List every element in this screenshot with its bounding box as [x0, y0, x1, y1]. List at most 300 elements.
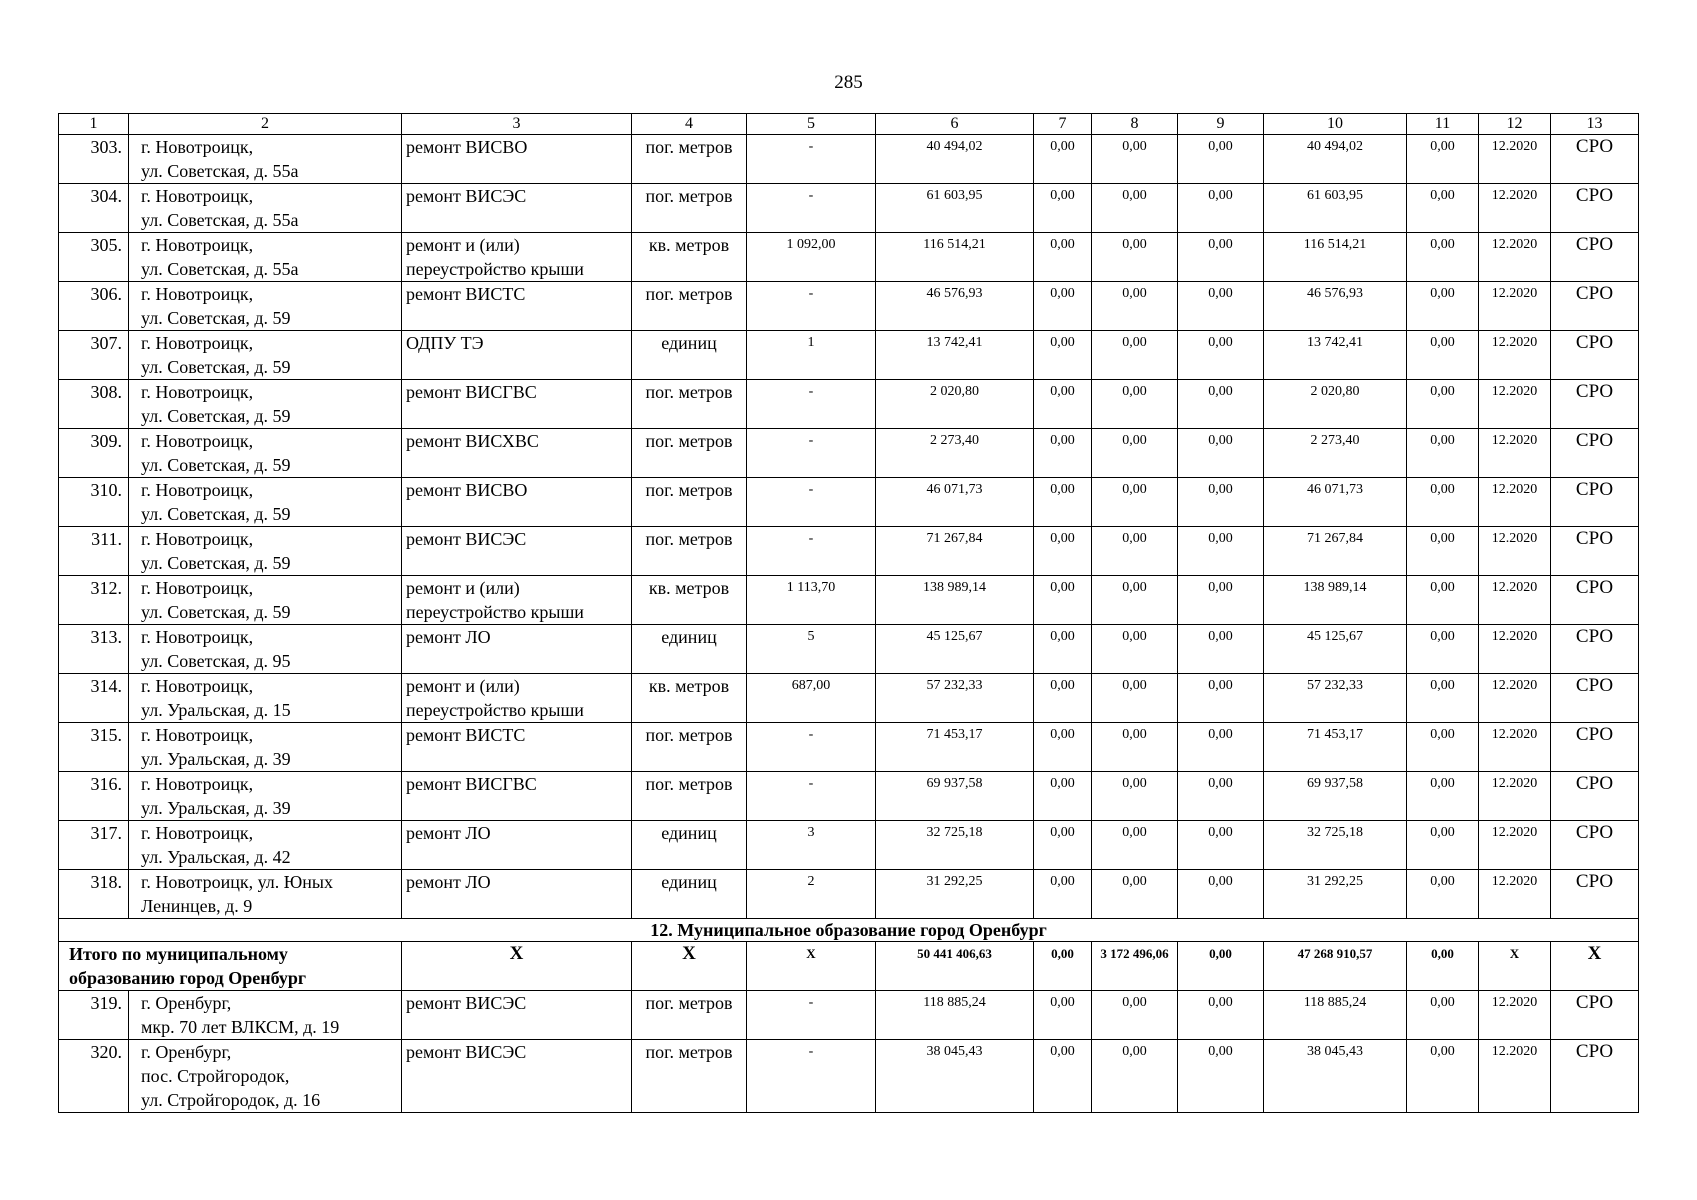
- value-cell-c5-text: 2: [807, 874, 815, 889]
- value-cell-c11-text: 0,00: [1430, 286, 1455, 301]
- work-type-cell-text: ремонт и (или): [406, 235, 520, 255]
- executor-cell: [1551, 674, 1639, 723]
- executor-cell-text: СРО: [1575, 234, 1614, 255]
- value-cell-c6-text: 32 725,18: [926, 825, 983, 840]
- value-cell-c6-text: 38 045,43: [926, 1044, 983, 1059]
- total-c11-text: 0,00: [1431, 946, 1454, 961]
- value-cell-c12: [1479, 991, 1551, 1040]
- value-cell-c11: [1407, 674, 1479, 723]
- value-cell-c7-text: 0,00: [1050, 776, 1075, 791]
- row-number: [59, 478, 129, 527]
- value-cell-c6-text: 61 603,95: [926, 188, 983, 203]
- value-cell-c9-text: 0,00: [1208, 335, 1233, 350]
- table-row: [59, 135, 1639, 184]
- address-cell: [129, 282, 402, 331]
- value-cell-c10-text: 71 453,17: [1307, 727, 1363, 742]
- value-cell-c10-text: 118 885,24: [1303, 995, 1367, 1010]
- work-type-cell: [402, 380, 632, 429]
- unit-cell-text: единиц: [661, 333, 717, 353]
- unit-cell: [632, 331, 747, 380]
- value-cell-c9-text: 0,00: [1208, 678, 1233, 693]
- value-cell-c8-text: 0,00: [1122, 433, 1147, 448]
- work-type-cell: [402, 870, 632, 919]
- row-number-text: 309.: [90, 431, 122, 451]
- value-cell-c10: [1264, 331, 1407, 380]
- total-c7-text: 0,00: [1051, 946, 1074, 961]
- address-cell-text: ул. Советская, д. 59: [141, 406, 291, 426]
- value-cell-c12-text: 12.2020: [1491, 727, 1538, 742]
- value-cell-c12-text: 12.2020: [1491, 433, 1538, 448]
- value-cell-c11: [1407, 527, 1479, 576]
- value-cell-c10: [1264, 723, 1407, 772]
- value-cell-c11-text: 0,00: [1430, 531, 1455, 546]
- unit-cell-text: пог. метров: [645, 1042, 733, 1062]
- value-cell-c12: [1479, 576, 1551, 625]
- total-c13: [1551, 942, 1639, 991]
- value-cell-c9-text: 0,00: [1208, 531, 1233, 546]
- unit-cell-text: пог. метров: [645, 186, 733, 206]
- value-cell-c5-text: 687,00: [791, 678, 831, 693]
- value-cell-c6: [876, 576, 1034, 625]
- table-row: [59, 331, 1639, 380]
- value-cell-c9-text: 0,00: [1208, 995, 1233, 1010]
- header-cell: 3: [402, 114, 632, 135]
- value-cell-c7-text: 0,00: [1050, 139, 1075, 154]
- address-cell: [129, 821, 402, 870]
- address-cell: [129, 135, 402, 184]
- value-cell-c5: [747, 576, 876, 625]
- table-row: [59, 576, 1639, 625]
- value-cell-c5: [747, 870, 876, 919]
- executor-cell-text: СРО: [1575, 528, 1614, 549]
- value-cell-c8-text: 0,00: [1122, 237, 1147, 252]
- total-c5-text: Х: [806, 946, 816, 961]
- unit-cell: [632, 772, 747, 821]
- value-cell-c11: [1407, 331, 1479, 380]
- header-cell: 10: [1264, 114, 1407, 135]
- total-c3-text: Х: [509, 943, 524, 964]
- address-cell-text: ул. Советская, д. 55а: [141, 259, 299, 279]
- total-c8-text: 3 172 496,06: [1100, 946, 1169, 961]
- executor-cell: [1551, 380, 1639, 429]
- value-cell-c8: [1092, 331, 1178, 380]
- value-cell-c12: [1479, 772, 1551, 821]
- total-row: [59, 942, 1639, 991]
- value-cell-c12: [1479, 282, 1551, 331]
- row-number: [59, 135, 129, 184]
- value-cell-c10: [1264, 991, 1407, 1040]
- value-cell-c10-text: 46 071,73: [1307, 482, 1363, 497]
- row-number: [59, 233, 129, 282]
- work-type-cell: [402, 233, 632, 282]
- value-cell-c6-text: 138 989,14: [923, 580, 986, 595]
- value-cell-c9: [1178, 576, 1264, 625]
- header-cell: 5: [747, 114, 876, 135]
- value-cell-c8-text: 0,00: [1122, 629, 1147, 644]
- header-cell: 11: [1407, 114, 1479, 135]
- value-cell-c11-text: 0,00: [1430, 139, 1455, 154]
- address-cell: [129, 1040, 402, 1113]
- work-type-cell: [402, 772, 632, 821]
- value-cell-c7: [1034, 772, 1092, 821]
- address-cell: [129, 625, 402, 674]
- unit-cell-text: пог. метров: [645, 725, 733, 745]
- value-cell-c8-text: 0,00: [1122, 727, 1147, 742]
- value-cell-c12: [1479, 478, 1551, 527]
- section-title-text: 12. Муниципальное образование город Оренбург: [650, 920, 1047, 940]
- value-cell-c10-text: 32 725,18: [1307, 825, 1363, 840]
- value-cell-c7-text: 0,00: [1050, 678, 1075, 693]
- section-title: [59, 919, 1639, 942]
- value-cell-c5-text: -: [808, 188, 814, 203]
- value-cell-c11-text: 0,00: [1430, 995, 1455, 1010]
- executor-cell-text: СРО: [1575, 675, 1614, 696]
- address-cell: [129, 184, 402, 233]
- work-type-cell-text: ремонт и (или): [406, 578, 520, 598]
- address-cell-text: г. Новотроицк,: [141, 235, 254, 255]
- total-c12: [1479, 942, 1551, 991]
- address-cell-text: г. Новотроицк,: [141, 529, 254, 549]
- value-cell-c9: [1178, 429, 1264, 478]
- value-cell-c9: [1178, 282, 1264, 331]
- unit-cell-text: пог. метров: [645, 529, 733, 549]
- works-table: [58, 113, 1639, 1113]
- value-cell-c10: [1264, 429, 1407, 478]
- value-cell-c9-text: 0,00: [1208, 874, 1233, 889]
- row-number: [59, 870, 129, 919]
- value-cell-c5: [747, 380, 876, 429]
- address-cell-text: г. Новотроицк,: [141, 480, 254, 500]
- value-cell-c6: [876, 135, 1034, 184]
- value-cell-c6-text: 46 071,73: [926, 482, 983, 497]
- address-cell-text: г. Новотроицк,: [141, 431, 254, 451]
- unit-cell: [632, 625, 747, 674]
- address-cell: [129, 772, 402, 821]
- row-number-text: 306.: [90, 284, 122, 304]
- value-cell-c6-text: 31 292,25: [926, 874, 983, 889]
- value-cell-c9: [1178, 184, 1264, 233]
- value-cell-c7-text: 0,00: [1050, 629, 1075, 644]
- value-cell-c8-text: 0,00: [1122, 678, 1147, 693]
- value-cell-c6-text: 118 885,24: [923, 995, 986, 1010]
- value-cell-c12-text: 12.2020: [1491, 629, 1538, 644]
- address-cell-text: г. Новотроицк,: [141, 823, 254, 843]
- value-cell-c6: [876, 429, 1034, 478]
- address-cell-text: ул. Уральская, д. 42: [141, 847, 291, 867]
- value-cell-c5-text: 1 092,00: [786, 237, 836, 252]
- executor-cell-text: СРО: [1575, 822, 1614, 843]
- address-cell-text: Ленинцев, д. 9: [141, 896, 253, 916]
- executor-cell-text: СРО: [1575, 430, 1614, 451]
- table-row: [59, 184, 1639, 233]
- table-row: [59, 870, 1639, 919]
- value-cell-c7-text: 0,00: [1050, 286, 1075, 301]
- value-cell-c11-text: 0,00: [1430, 874, 1455, 889]
- value-cell-c10: [1264, 674, 1407, 723]
- value-cell-c7-text: 0,00: [1050, 531, 1075, 546]
- value-cell-c11-text: 0,00: [1430, 825, 1455, 840]
- value-cell-c7: [1034, 380, 1092, 429]
- address-cell-text: ул. Советская, д. 59: [141, 357, 291, 377]
- value-cell-c6: [876, 527, 1034, 576]
- unit-cell: [632, 527, 747, 576]
- executor-cell-text: СРО: [1575, 479, 1614, 500]
- value-cell-c5-text: 3: [807, 825, 815, 840]
- work-type-cell-text: ремонт ВИСТС: [406, 284, 526, 304]
- column-number-row: [59, 114, 1639, 135]
- value-cell-c9-text: 0,00: [1208, 482, 1233, 497]
- value-cell-c11: [1407, 625, 1479, 674]
- address-cell-text: ул. Советская, д. 95: [141, 651, 291, 671]
- row-number: [59, 674, 129, 723]
- address-cell-text: г. Оренбург,: [141, 993, 232, 1013]
- row-number: [59, 772, 129, 821]
- value-cell-c5: [747, 821, 876, 870]
- value-cell-c11-text: 0,00: [1430, 237, 1455, 252]
- address-cell-text: ул. Советская, д. 59: [141, 553, 291, 573]
- value-cell-c6-text: 116 514,21: [923, 237, 986, 252]
- executor-cell-text: СРО: [1575, 185, 1614, 206]
- address-cell: [129, 380, 402, 429]
- total-c4: [632, 942, 747, 991]
- table-row: [59, 723, 1639, 772]
- unit-cell-text: единиц: [661, 872, 717, 892]
- value-cell-c10: [1264, 576, 1407, 625]
- unit-cell: [632, 821, 747, 870]
- value-cell-c5: [747, 429, 876, 478]
- work-type-cell-text: ремонт ВИСЭС: [406, 1042, 527, 1062]
- executor-cell: [1551, 527, 1639, 576]
- total-label-text: Итого по муниципальному: [69, 944, 288, 964]
- value-cell-c7: [1034, 184, 1092, 233]
- address-cell-text: ул. Советская, д. 59: [141, 308, 291, 328]
- total-c3: [402, 942, 632, 991]
- value-cell-c12: [1479, 233, 1551, 282]
- value-cell-c9-text: 0,00: [1208, 188, 1233, 203]
- value-cell-c12-text: 12.2020: [1491, 678, 1538, 693]
- unit-cell-text: пог. метров: [645, 382, 733, 402]
- row-number: [59, 625, 129, 674]
- value-cell-c11-text: 0,00: [1430, 482, 1455, 497]
- row-number: [59, 821, 129, 870]
- address-cell-text: пос. Стройгородок,: [141, 1066, 290, 1086]
- value-cell-c5: [747, 478, 876, 527]
- value-cell-c6: [876, 870, 1034, 919]
- address-cell-text: г. Новотроицк,: [141, 333, 254, 353]
- value-cell-c5: [747, 527, 876, 576]
- value-cell-c8: [1092, 723, 1178, 772]
- value-cell-c10: [1264, 135, 1407, 184]
- value-cell-c6: [876, 233, 1034, 282]
- header-cell: 7: [1034, 114, 1092, 135]
- value-cell-c9: [1178, 1040, 1264, 1113]
- address-cell-text: ул. Стройгородок, д. 16: [141, 1090, 321, 1110]
- value-cell-c12: [1479, 870, 1551, 919]
- row-number-text: 307.: [90, 333, 122, 353]
- work-type-cell-text: ремонт ВИСЭС: [406, 529, 527, 549]
- value-cell-c5: [747, 723, 876, 772]
- value-cell-c10-text: 38 045,43: [1307, 1044, 1363, 1059]
- value-cell-c12-text: 12.2020: [1491, 482, 1538, 497]
- value-cell-c5-text: -: [808, 995, 814, 1010]
- total-c10: [1264, 942, 1407, 991]
- unit-cell-text: кв. метров: [648, 676, 730, 696]
- row-number-text: 319.: [90, 993, 122, 1013]
- row-number-text: 303.: [90, 137, 122, 157]
- executor-cell-text: СРО: [1575, 626, 1614, 647]
- header-cell: 9: [1178, 114, 1264, 135]
- value-cell-c9-text: 0,00: [1208, 776, 1233, 791]
- value-cell-c7: [1034, 135, 1092, 184]
- address-cell: [129, 870, 402, 919]
- value-cell-c6: [876, 625, 1034, 674]
- executor-cell-text: СРО: [1575, 381, 1614, 402]
- value-cell-c5: [747, 772, 876, 821]
- value-cell-c5-text: -: [808, 482, 814, 497]
- value-cell-c11-text: 0,00: [1430, 384, 1455, 399]
- address-cell-text: г. Новотроицк, ул. Юных: [141, 872, 334, 892]
- value-cell-c9-text: 0,00: [1208, 237, 1233, 252]
- row-number-text: 313.: [90, 627, 122, 647]
- table-row: [59, 527, 1639, 576]
- value-cell-c7: [1034, 821, 1092, 870]
- value-cell-c6: [876, 282, 1034, 331]
- value-cell-c9: [1178, 478, 1264, 527]
- unit-cell: [632, 576, 747, 625]
- value-cell-c6-text: 69 937,58: [926, 776, 983, 791]
- value-cell-c8: [1092, 380, 1178, 429]
- value-cell-c10-text: 45 125,67: [1307, 629, 1363, 644]
- work-type-cell: [402, 991, 632, 1040]
- executor-cell: [1551, 184, 1639, 233]
- value-cell-c11: [1407, 429, 1479, 478]
- value-cell-c5: [747, 233, 876, 282]
- value-cell-c5: [747, 625, 876, 674]
- value-cell-c8-text: 0,00: [1122, 1044, 1147, 1059]
- value-cell-c12-text: 12.2020: [1491, 188, 1538, 203]
- value-cell-c12-text: 12.2020: [1491, 1044, 1538, 1059]
- unit-cell-text: пог. метров: [645, 284, 733, 304]
- executor-cell: [1551, 576, 1639, 625]
- address-cell-text: ул. Советская, д. 59: [141, 602, 291, 622]
- value-cell-c11-text: 0,00: [1430, 433, 1455, 448]
- work-type-cell-text: ОДПУ ТЭ: [406, 333, 484, 353]
- value-cell-c10: [1264, 625, 1407, 674]
- value-cell-c9-text: 0,00: [1208, 139, 1233, 154]
- work-type-cell-text: ремонт ЛО: [406, 823, 491, 843]
- value-cell-c9: [1178, 331, 1264, 380]
- value-cell-c11: [1407, 184, 1479, 233]
- total-c4-text: Х: [682, 943, 696, 964]
- value-cell-c11: [1407, 723, 1479, 772]
- value-cell-c8-text: 0,00: [1122, 188, 1147, 203]
- value-cell-c5-text: 1 113,70: [786, 580, 836, 595]
- value-cell-c5-text: -: [808, 727, 814, 742]
- value-cell-c5-text: -: [808, 384, 814, 399]
- value-cell-c12: [1479, 380, 1551, 429]
- value-cell-c6: [876, 1040, 1034, 1113]
- value-cell-c12-text: 12.2020: [1491, 384, 1538, 399]
- unit-cell: [632, 282, 747, 331]
- value-cell-c6-text: 46 576,93: [926, 286, 983, 301]
- work-type-cell: [402, 429, 632, 478]
- value-cell-c11: [1407, 135, 1479, 184]
- value-cell-c12: [1479, 184, 1551, 233]
- value-cell-c8-text: 0,00: [1122, 874, 1147, 889]
- value-cell-c5-text: 1: [807, 335, 815, 350]
- row-number: [59, 576, 129, 625]
- value-cell-c12-text: 12.2020: [1491, 776, 1538, 791]
- value-cell-c10: [1264, 772, 1407, 821]
- value-cell-c6: [876, 331, 1034, 380]
- work-type-cell-text: ремонт ВИСГВС: [406, 774, 537, 794]
- table-row: [59, 429, 1639, 478]
- work-type-cell: [402, 821, 632, 870]
- value-cell-c12-text: 12.2020: [1491, 531, 1538, 546]
- value-cell-c12: [1479, 1040, 1551, 1113]
- value-cell-c11: [1407, 991, 1479, 1040]
- value-cell-c7: [1034, 233, 1092, 282]
- section-header-row: [59, 919, 1639, 942]
- value-cell-c7: [1034, 991, 1092, 1040]
- address-cell-text: ул. Советская, д. 59: [141, 455, 291, 475]
- value-cell-c10-text: 13 742,41: [1307, 335, 1363, 350]
- value-cell-c7-text: 0,00: [1050, 384, 1075, 399]
- value-cell-c12-text: 12.2020: [1491, 995, 1538, 1010]
- value-cell-c6-text: 45 125,67: [926, 629, 983, 644]
- value-cell-c11: [1407, 233, 1479, 282]
- value-cell-c10-text: 2 273,40: [1310, 433, 1360, 448]
- executor-cell: [1551, 478, 1639, 527]
- work-type-cell: [402, 331, 632, 380]
- value-cell-c11-text: 0,00: [1430, 1044, 1455, 1059]
- address-cell-text: ул. Уральская, д. 39: [141, 749, 291, 769]
- value-cell-c6: [876, 184, 1034, 233]
- executor-cell: [1551, 331, 1639, 380]
- table-row: [59, 821, 1639, 870]
- row-number-text: 308.: [90, 382, 122, 402]
- work-type-cell-text: ремонт ВИСТС: [406, 725, 526, 745]
- value-cell-c8-text: 0,00: [1122, 335, 1147, 350]
- value-cell-c8: [1092, 576, 1178, 625]
- value-cell-c8: [1092, 135, 1178, 184]
- executor-cell: [1551, 1040, 1639, 1113]
- value-cell-c12: [1479, 625, 1551, 674]
- work-type-cell: [402, 282, 632, 331]
- value-cell-c8-text: 0,00: [1122, 825, 1147, 840]
- value-cell-c7: [1034, 282, 1092, 331]
- value-cell-c5: [747, 674, 876, 723]
- value-cell-c7-text: 0,00: [1050, 237, 1075, 252]
- table-row: [59, 1040, 1639, 1113]
- value-cell-c5-text: -: [808, 286, 814, 301]
- value-cell-c8: [1092, 282, 1178, 331]
- address-cell-text: ул. Советская, д. 55а: [141, 161, 299, 181]
- work-type-cell-text: переустройство крыши: [406, 602, 584, 622]
- work-type-cell: [402, 576, 632, 625]
- row-number-text: 320.: [90, 1042, 122, 1062]
- unit-cell-text: пог. метров: [645, 137, 733, 157]
- value-cell-c7: [1034, 723, 1092, 772]
- value-cell-c10-text: 138 989,14: [1303, 580, 1367, 595]
- row-number: [59, 527, 129, 576]
- value-cell-c10: [1264, 821, 1407, 870]
- address-cell-text: г. Новотроицк,: [141, 627, 254, 647]
- work-type-cell-text: ремонт ЛО: [406, 627, 491, 647]
- value-cell-c6: [876, 723, 1034, 772]
- value-cell-c8: [1092, 478, 1178, 527]
- value-cell-c5: [747, 282, 876, 331]
